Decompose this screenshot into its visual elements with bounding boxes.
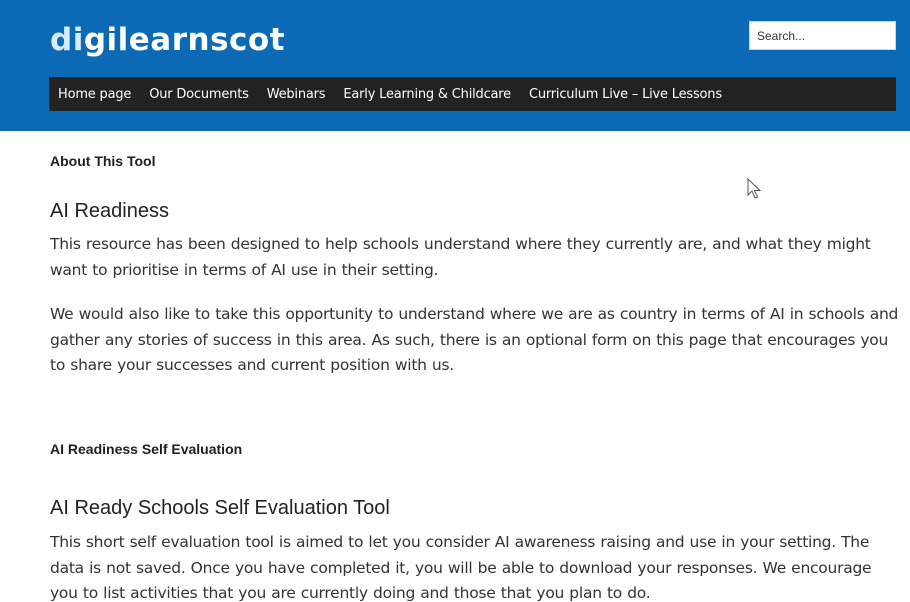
site-header: [0, 0, 910, 131]
self-eval-section-label: AI Readiness Self Evaluation: [50, 441, 243, 457]
readiness-heading: AI Readiness: [50, 200, 169, 222]
tool-description-paragraph: This short self evaluation tool is aimed to let you consider AI awareness raising and use in your setting. The data is not saved. Once you have completed it, you will be able to download your responses. We encourage you to list activities that you are currently doing and those that you plan to do.: [50, 533, 872, 602]
nav-item-early-learning[interactable]: Early Learning & Childcare: [343, 86, 511, 102]
nav-item-webinars[interactable]: Webinars: [266, 86, 326, 102]
logo-text: gilearnscot: [83, 22, 286, 58]
readiness-intro-paragraph: This resource has been designed to help schools understand where they currently are, and what they might want to prioritise in terms of AI use in their setting.: [50, 235, 871, 279]
main-nav: [49, 77, 896, 111]
site-logo[interactable]: [50, 18, 285, 62]
mouse-pointer-icon: [747, 178, 763, 200]
nav-item-our-documents[interactable]: Our Documents: [149, 86, 249, 102]
tool-heading: AI Ready Schools Self Evaluation Tool: [50, 497, 390, 519]
readiness-stories-paragraph: We would also like to take this opportunity to understand where we are as country in terms of AI in schools and gather any stories of success in this area. As such, there is an optional form on this page that encourages you to share your successes and current position with us.: [50, 305, 899, 374]
about-section-label: About This Tool: [50, 153, 156, 169]
nav-item-curriculum-live[interactable]: Curriculum Live – Live Lessons: [528, 86, 722, 102]
logo-prefix: di: [50, 22, 84, 58]
nav-item-home[interactable]: Home page: [58, 86, 132, 102]
search-input[interactable]: [749, 21, 896, 50]
